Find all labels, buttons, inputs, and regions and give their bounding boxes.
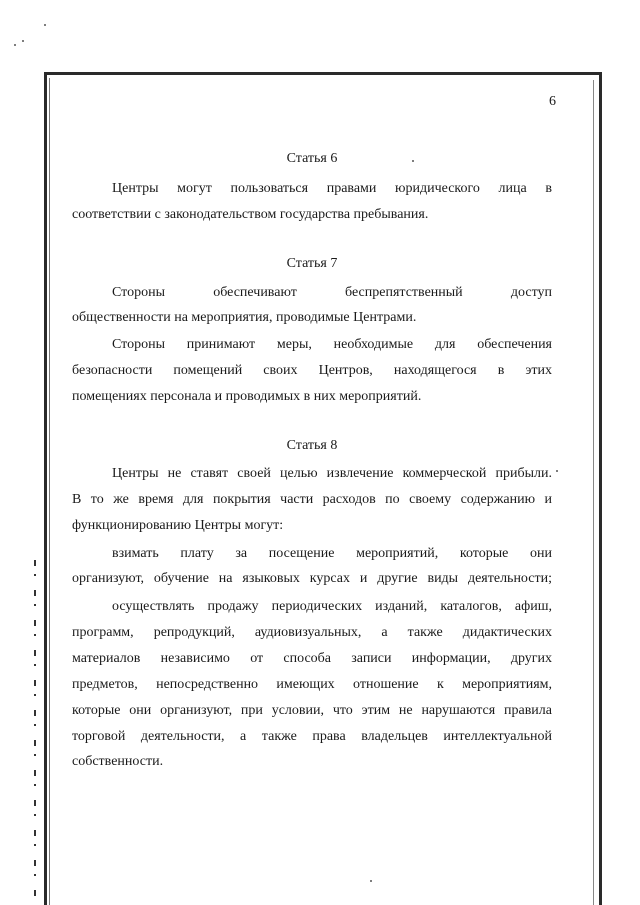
scan-speck (370, 880, 372, 882)
article-8-line: функционированию Центры могут: (72, 518, 284, 533)
article-8-line: собственности. (72, 754, 164, 769)
article-7-line: безопасности помещений своих Центров, находящегося в этих (72, 363, 552, 378)
article-7-line: общественности на мероприятия, проводимые Центрами. (72, 310, 417, 325)
article-8-line: материалов независимо от способа записи информации, других (72, 651, 552, 666)
article-7-line: помещениях персонала и проводимых в них мероприятий. (72, 389, 422, 404)
scan-speck (22, 40, 24, 42)
article-8-line: предметов, непосредственно имеющих отношение к мероприятиям, (72, 677, 552, 692)
article-8-line: Центры не ставят своей целью извлечение коммерческой прибыли. (112, 466, 552, 481)
scan-speck (44, 24, 46, 26)
article-8-line: взимать плату за посещение мероприятий, которые они (112, 546, 552, 561)
article-6-line: Центры могут пользоваться правами юридического лица в (112, 181, 552, 196)
scan-margin-marks (34, 560, 36, 900)
page-frame-left-inner (49, 78, 50, 905)
article-7-line: Стороны принимают меры, необходимые для обеспечения (112, 337, 552, 352)
article-6-heading: Статья 6 (286, 151, 338, 166)
article-8-heading: Статья 8 (286, 438, 338, 453)
page-number: 6 (549, 94, 556, 109)
article-8-line: программ, репродукций, аудиовизуальных, а также дидактических (72, 625, 552, 640)
scan-speck (14, 44, 16, 46)
article-6-line: соответствии с законодательством государства пребывания. (72, 207, 429, 222)
article-8-line: В то же время для покрытия части расходов по своему содержанию и (72, 492, 552, 507)
page-frame-right-inner (593, 80, 594, 905)
page-frame-top (44, 72, 602, 75)
page-frame-right (599, 72, 602, 905)
page-frame-left (44, 72, 47, 905)
article-8-line: торговой деятельности, а также права владельцев интеллектуальной (72, 729, 552, 744)
article-8-line: которые они организуют, при условии, что этим не нарушаются правила (72, 703, 552, 718)
scan-speck (556, 470, 558, 472)
article-8-line: осуществлять продажу периодических изданий, каталогов, афиш, (112, 599, 552, 614)
article-7-heading: Статья 7 (286, 256, 338, 271)
article-7-line: Стороны обеспечивают беспрепятственный доступ (112, 285, 552, 300)
article-8-line: организуют, обучение на языковых курсах и другие виды деятельности; (72, 571, 552, 586)
